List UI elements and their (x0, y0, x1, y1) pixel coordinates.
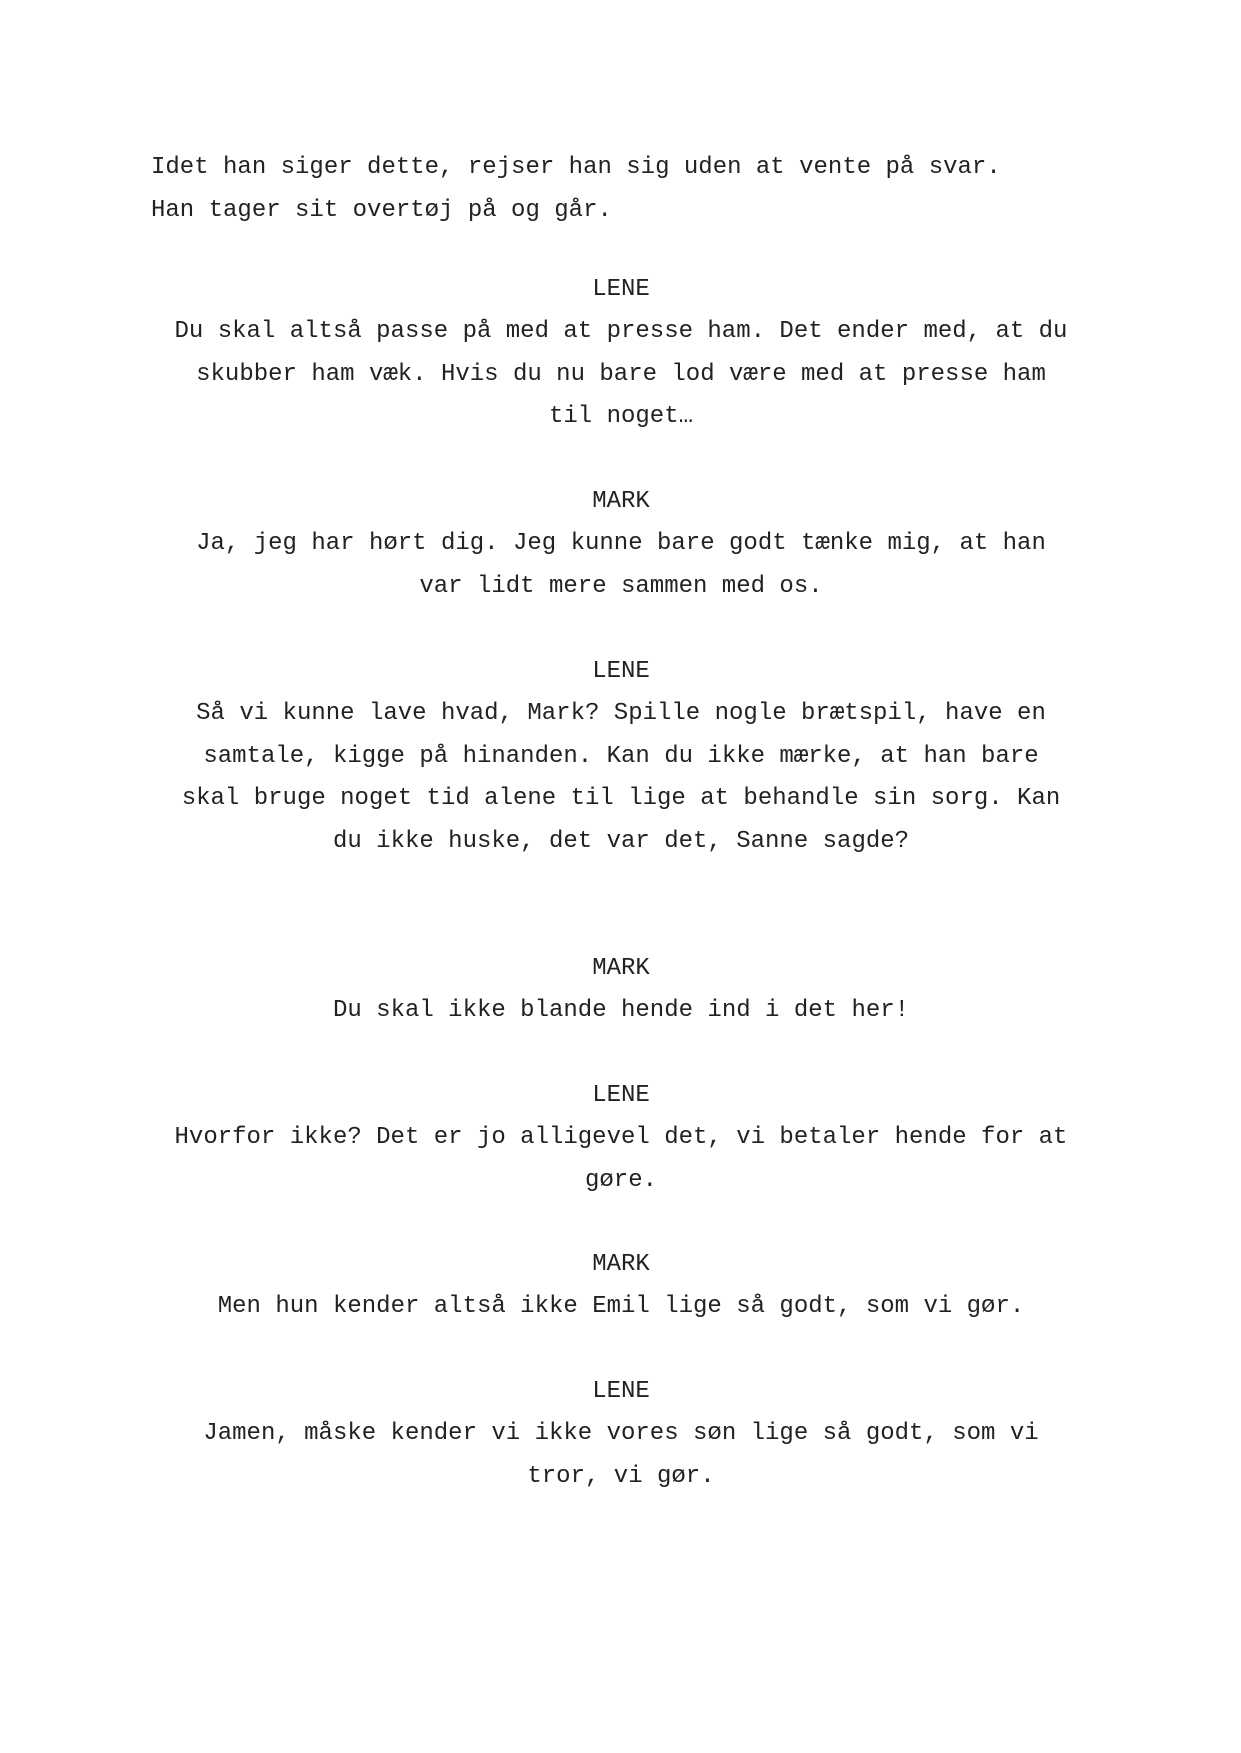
dialogue-line: du ikke huske, det var det, Sanne sagde? (332, 827, 910, 855)
dialogue-line: skal bruge noget tid alene til lige at behandle sin sorg. Kan (181, 785, 1061, 812)
dialogue-line: tror, vi gør. (527, 1462, 715, 1490)
character-name: LENE (592, 276, 650, 303)
dialogue-line: Så vi kunne lave hvad, Mark? Spille nogle brætspil, have en (196, 700, 1046, 727)
action-paragraph (151, 146, 1091, 232)
dialogue-line: Hvorfor ikke? Det er jo alligevel det, vi betaler hende for at (174, 1124, 1068, 1151)
dialogue-text (151, 990, 1091, 1033)
dialogue-text (151, 523, 1091, 608)
dialogue-text (151, 693, 1091, 863)
dialogue-text (151, 1117, 1091, 1202)
dialogue-line: Du skal ikke blande hende ind i det her! (332, 997, 910, 1024)
dialogue-line: Men hun kender altså ikke Emil lige så godt, som vi gør. (217, 1293, 1025, 1320)
dialogue-block (151, 1244, 1091, 1329)
character-name: LENE (592, 1082, 650, 1109)
dialogue-line: gøre. (584, 1166, 657, 1194)
dialogue-text (151, 1286, 1091, 1329)
character-name: LENE (592, 1378, 650, 1405)
character-name: MARK (592, 955, 650, 982)
dialogue-text (151, 1413, 1091, 1498)
dialogue-block (151, 1371, 1091, 1498)
dialogue-block (151, 651, 1091, 863)
action-line: Idet han siger dette, rejser han sig uden at vente på svar. (151, 154, 1001, 181)
dialogue-line: Du skal altså passe på med at presse ham. Det ender med, at du (174, 318, 1068, 345)
character-name: MARK (592, 1251, 650, 1278)
dialogue-line: skubber ham væk. Hvis du nu bare lod være med at presse ham (196, 360, 1046, 388)
dialogue-text (151, 311, 1091, 439)
dialogue-line: Ja, jeg har hørt dig. Jeg kunne bare godt tænke mig, at han (196, 530, 1046, 557)
dialogue-line: til noget… (548, 403, 694, 430)
dialogue-line: Jamen, måske kender vi ikke vores søn lige så godt, som vi (203, 1420, 1039, 1447)
dialogue-block (151, 269, 1091, 439)
dialogue-line: samtale, kigge på hinanden. Kan du ikke mærke, at han bare (203, 742, 1039, 770)
character-name: MARK (592, 488, 650, 515)
dialogue-block (151, 1075, 1091, 1202)
dialogue-block (151, 948, 1091, 1033)
character-name: LENE (592, 658, 650, 685)
dialogue-block (151, 481, 1091, 608)
dialogue-line: var lidt mere sammen med os. (419, 572, 823, 600)
action-line: Han tager sit overtøj på og går. (151, 197, 612, 224)
